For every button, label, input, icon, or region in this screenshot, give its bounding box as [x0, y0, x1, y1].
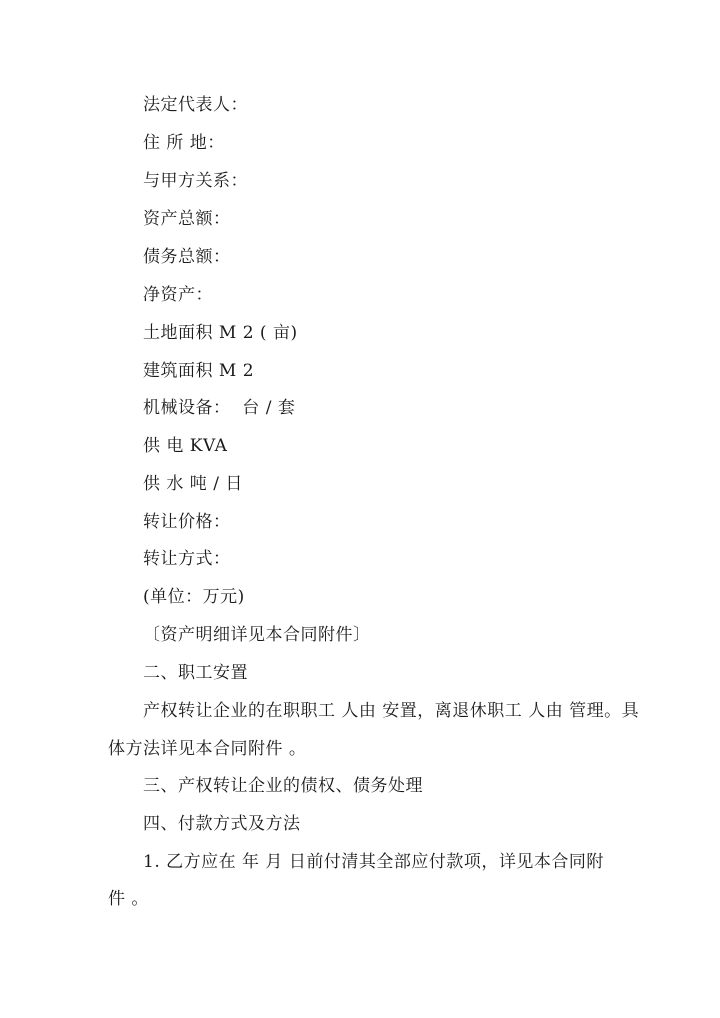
unit-note-line: (单位：万元): [143, 587, 245, 607]
address-line: 住 所 地：: [143, 133, 225, 153]
relation-line: 与甲方关系：: [143, 171, 248, 191]
section-heading-debts: 三、产权转让企业的债权、债务处理: [143, 776, 423, 796]
staff-paragraph-line-1: 产权转让企业的在职职工 人由 安置，离退休职工 人由 管理。具: [143, 701, 640, 721]
asset-detail-note: 〔资产明细详见本合同附件〕: [143, 625, 371, 645]
land-area-line: 土地面积 M 2 ( 亩): [143, 323, 298, 343]
total-debts-line: 债务总额：: [143, 247, 231, 267]
legal-representative-line: 法定代表人：: [143, 95, 248, 115]
power-supply-line: 供 电 KVA: [143, 436, 228, 456]
payment-clause-line-1: 1. 乙方应在 年 月 日前付清其全部应付款项，详见本合同附: [143, 852, 604, 872]
net-assets-line: 净资产：: [143, 285, 213, 305]
machinery-line: 机械设备： 台 / 套: [143, 398, 296, 418]
total-assets-line: 资产总额：: [143, 209, 231, 229]
transfer-price-line: 转让价格：: [143, 512, 231, 532]
building-area-line: 建筑面积 M 2: [143, 361, 255, 381]
payment-clause-line-2: 件 。: [108, 889, 149, 909]
transfer-method-line: 转让方式：: [143, 549, 231, 569]
section-heading-staff: 二、职工安置: [143, 663, 248, 683]
water-supply-line: 供 水 吨 / 日: [143, 474, 243, 494]
section-heading-payment: 四、付款方式及方法: [143, 814, 301, 834]
staff-paragraph-line-2: 体方法详见本合同附件 。: [108, 739, 307, 759]
